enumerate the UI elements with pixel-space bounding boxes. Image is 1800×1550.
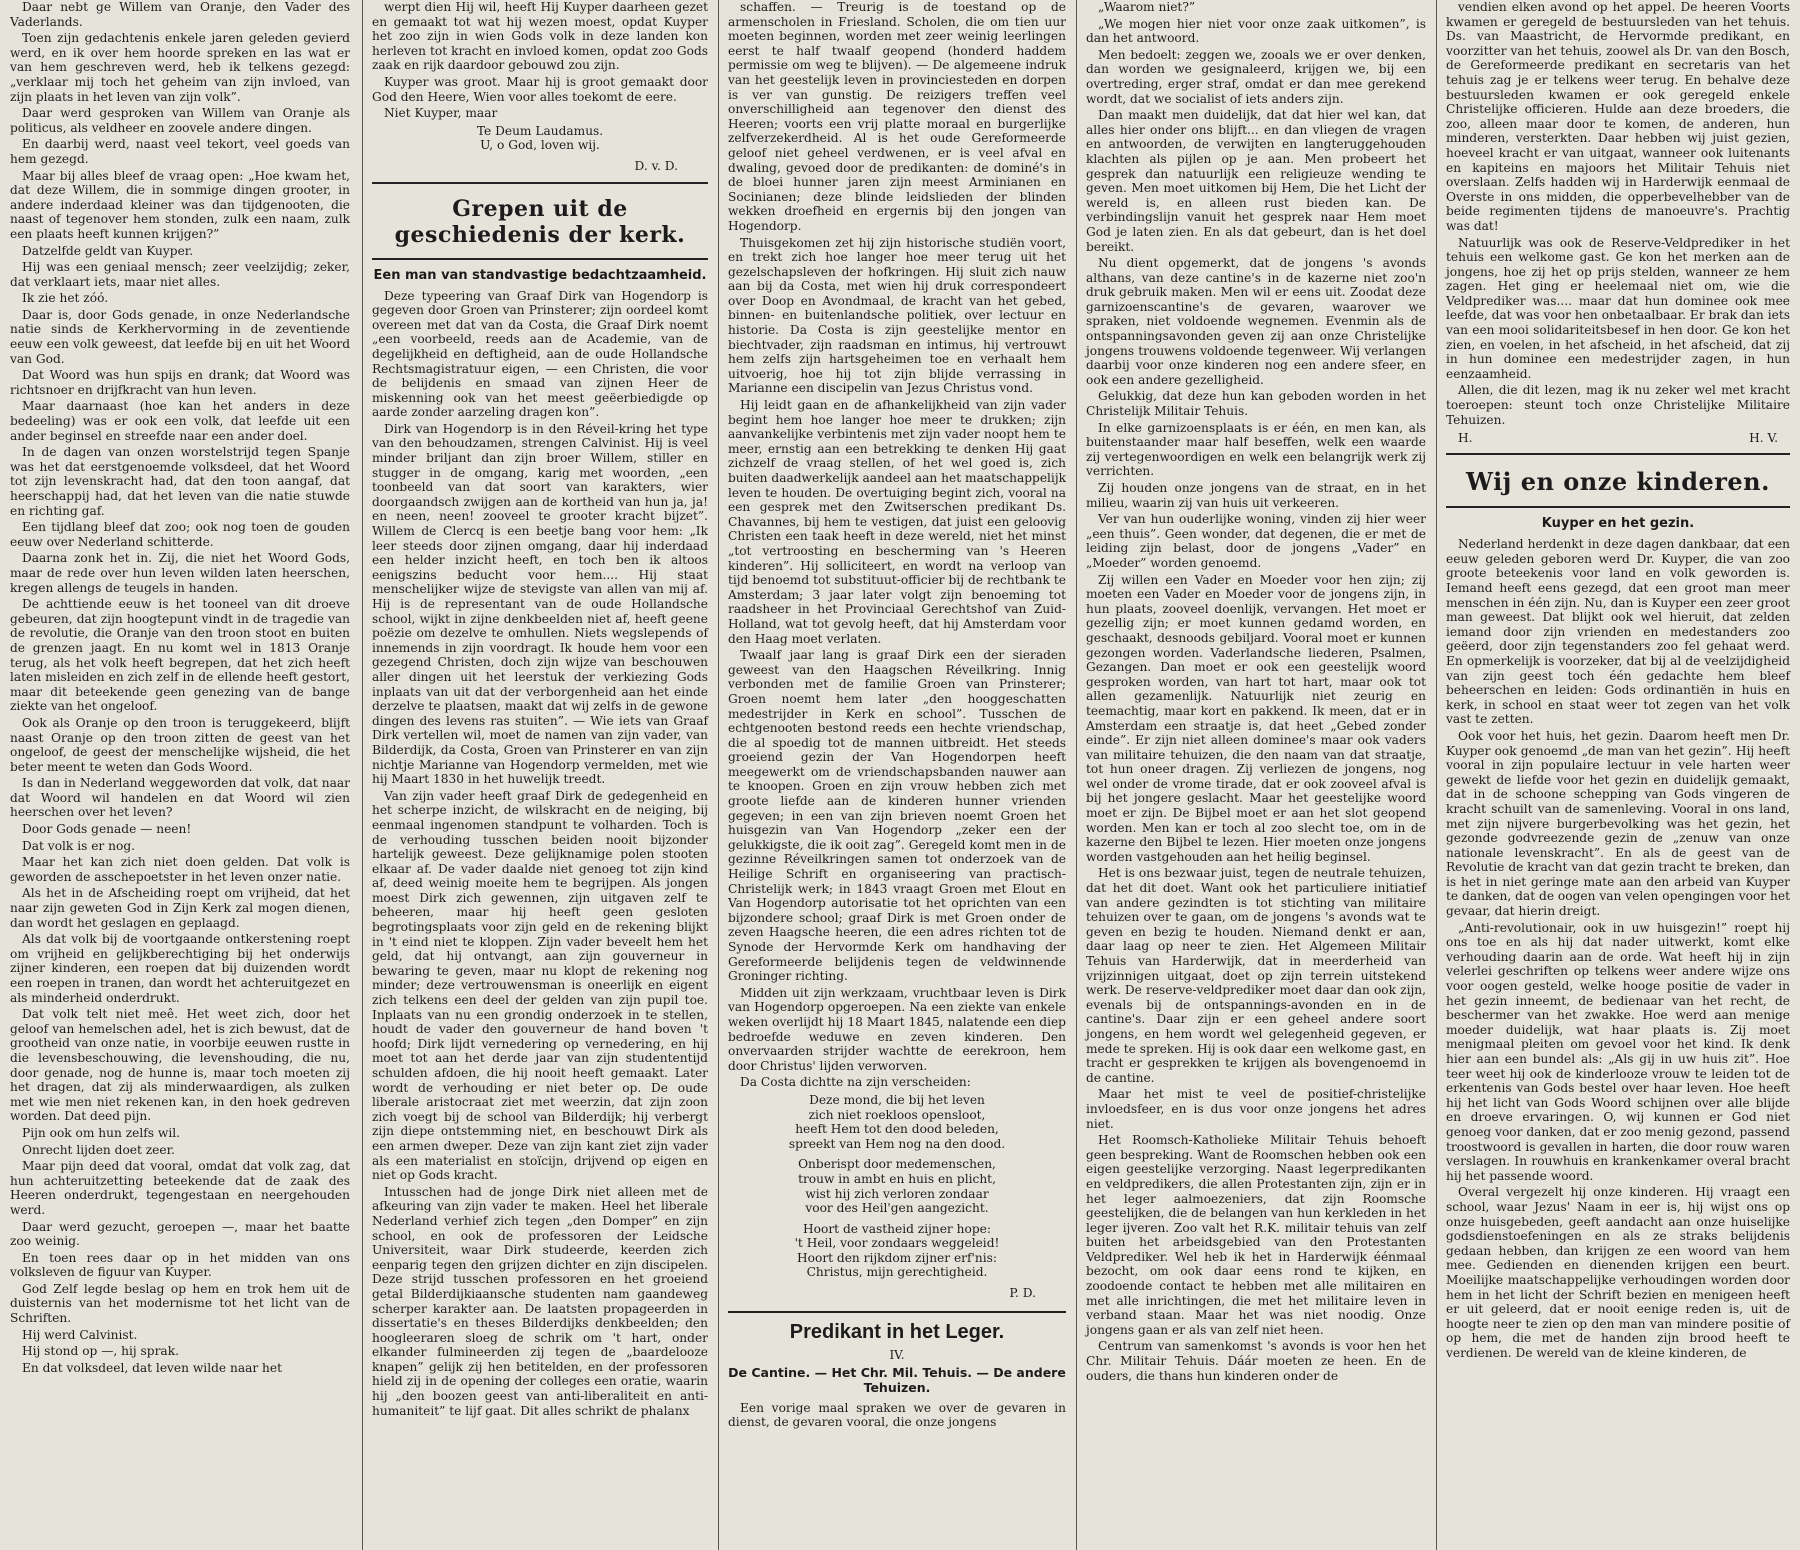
article-title: Kuyper en het gezin.	[1541, 516, 1695, 532]
poem-stanza-3	[728, 1222, 1066, 1280]
column-3	[722, 0, 1072, 1550]
column-2-top-text	[372, 0, 708, 121]
paragraph: Dirk van Hogendorp is in den Réveil-kring het type van den behoudzamen, strengen Calvinist. Hij is veel minder briljant dan zijn broer Willem, stiller en stugger in de omgang, karig met woorden, „een toonbeeld van dat soort van karakters, wier doorgaandsch zwijgen aan de kortheid van hun ja, ja! en neen, neen! zooveel te grooter kracht bijzet”. Willem de Clercq is een beetje bang voor hem: „Ik leer steeds door zijnen omgang, daar hij inderdaad een helder inzicht heeft, en toch ben ik altoos eenigszins beducht voor hem.... Hij staat menschelijker wijze de stevigste van allen van mij af. Hij is de representant van de oude Hollandsche school, wijkt in zijne denkbeelden niet af, heeft geene poëzie om dezelve te omhullen. Niets wegslepends of innemends in zijn voordragt. Ik houde hem voor een gezegend Christen, doch zijn wijze van beschouwen aller dingen uit het leerstuk der verkiezing Gods inplaats van uit dat der verborgenheid aan het einde derzelve te plaatsen, maakt dat wij zelfs in de gewone dingen des levens ras stuiten”. — Wie iets van Graaf Dirk vertellen wil, moet de namen van zijn vader, van Bilderdijk, da Costa, Groen van Prinsterer en van zijn nichtje Marianne van Hogendorp vermelden, met wie hij Maart 1830 in het huwelijk treedt.	[372, 421, 708, 787]
signature: P. D.	[1009, 1286, 1036, 1301]
poem-line: U, o God, loven wij.	[480, 138, 600, 153]
paragraph: Maar bij alles bleef de vraag open: „Hoe kwam het, dat deze Willem, die in sommige dingen grooter, in andere inderdaad kleiner was dan tijdgenooten, die naast of tegenover hem stonden, zulk een naam, zulk een plaats heeft kunnen krijgen?”	[10, 168, 350, 241]
poem-line: Christus, mijn gerechtigheid.	[806, 1265, 988, 1280]
paragraph: In de dagen van onzen worstelstrijd tegen Spanje was het dat eerstgenoemde volksdeel, dat het Woord tot zijn levenskracht had, dat den toon aangaf, dat heerschappij had, dat het leven van die natie stuwde en richting gaf.	[10, 445, 350, 518]
paragraph: Als dat volk bij de voortgaande ontkerstening roept om vrijheid en gelijkberechtiging bij het onderwijs zijner kinderen, een roepen dat bij duizenden wordt een roepen in tranen, dan wordt het achteruitgezet en als minderheid onderdrukt.	[10, 932, 350, 1005]
paragraph: Daar werd gesproken van Willem van Oranje als politicus, als veldheer en zoovele andere dingen.	[10, 106, 350, 135]
column-1	[4, 0, 356, 1550]
column-5	[1440, 0, 1796, 1550]
article-subtitle: De Cantine. — Het Chr. Mil. Tehuis. — De andere Tehuizen.	[728, 1364, 1066, 1395]
paragraph: Gelukkig, dat deze hun kan geboden worden in het Christelijk Militair Tehuis.	[1086, 389, 1426, 419]
poem-line: 't Heil, voor zondaars weggeleid!	[794, 1236, 1000, 1251]
paragraph: Van zijn vader heeft graaf Dirk de gedegenheid en het scherpe inzicht, de wilskracht en de neiging, bij eenmaal ingenomen standpunt te volharden. Toch is de verhouding tusschen beiden nooit bijzonder hartelijk geweest. Deze gelijknamige polen stooten elkaar af. De vader daalde niet genoeg tot zijn kind af, deed weinig moeite hem te begrijpen. Als jongen moest Dirk zich gewennen, zijn uitgaven zelf te beheeren, maar hij heeft geen gesloten begrotingsplaats voor zijn geld en de rekening blijkt in 't eind niet te kloppen. Zijn vader beveelt hem het geld, dat hij ontvangt, aan zijn gouverneur in bewaring te geven, maar nu klopt de rekening nog minder; deze vertrouwensman is oneerlijk en eigent zich telkens een deel der gelden van zijn pupil toe. Inplaats van nu een grondig onderzoek in te stellen, houdt de vader den gouverneur de hand boven 't hoofd; Dirk lijdt vernedering op vernedering, en hij moet tot aan het derde jaar van zijn studententijd schulden afdoen, die hij nooit heeft gemaakt. Later wordt de verhouding er niet beter op. De oude liberale aristocraat ziet met weerzin, dat zijn zoon zich voegt bij de school van Bilderdijk; hij verbergt zijn diepe ontstemming niet, en beschouwt Dirk als een armen dweper. Deze van zijn kant ziet zijn vader als een materialist en stoïcijn, drijvend op eigen en niet op Gods kracht.	[372, 788, 708, 1183]
poem-line: Te Deum Laudamus.	[476, 123, 604, 138]
paragraph: Twaalf jaar lang is graaf Dirk een der sieraden geweest van den Haagschen Réveilkring. Innig verbonden met de familie Groen van Prinsterer; Groen noemt hem later „den hooggeschatten medestrijder in Kerk en school”. Tusschen de echtgenooten bestond reeds een hechte vriendschap, die al spoedig tot de mannen uitbreidt. Het steeds groeiend gezin der Van Hogendorpen heeft meegewerkt om de vriendschapsbanden nauwer aan te knoopen. Groen en zijn vrouw hebben zich met groote liefde aan de kinderen hunner vrienden gegeven; in een van zijn brieven noemt Groen het huisgezin van Van Hogendorp „zeker een der gelukkigste, die ik ooit zag”. Geregeld komt men in de gezinne Réveilkringen samen tot onderzoek van de Heilige Schrift en organiseering van practisch-Christelijk werk; in 1843 vraagt Groen met Elout en Van Hogendorp autorisatie tot het oprichten van een bijzondere school; graaf Dirk is met Groen onder de zeven Haagsche heeren, die een adres richten tot de Synode der Hervormde Kerk om handhaving der Gereformeerde belijdenis tegen de veldwinnende Groninger richting.	[728, 648, 1066, 984]
paragraph: Dan maakt men duidelijk, dat dat hier wel kan, dat alles hier onder ons blijft... en dan vliegen de vragen en antwoorden, de verwijten en langteruggehouden klachten als pijlen op je aan. Men probeert het gesprek dan natuurlijk een religieuze wending te geven. Men moet uitkomen bij Hem, Die het Licht der wereld is, en alleen rust bieden kan. De verbindingslijn vanuit het gesprek naar Hem moet God je laten zien. En als dat gebeurt, dan is het doel bereikt.	[1086, 108, 1426, 254]
paragraph: Thuisgekomen zet hij zijn historische studiën voort, en trekt zich hoe langer hoe meer terug uit het gezelschapsleven der hofkringen. Hij sluit zich nauw aan bij da Costa, met wien hij druk correspondeert over Doop en Avondmaal, de kracht van het gebed, binnen- en buitenlandsche politiek, over lectuur en historie. Da Costa is zijn geestelijke mentor en biechtvader, zijn raadsman en intimus, hij vertrouwt hem zelfs zijn hartsgeheimen toe en verhaalt hem uitvoerig, hoe hij tot zijn blijde verrassing in Marianne een discipelin van Jezus Christus vond.	[728, 235, 1066, 396]
paragraph: Centrum van samenkomst 's avonds is voor hen het Chr. Militair Tehuis. Dáár moeten ze heen. En de ouders, die thans hun kinderen onder de	[1086, 1339, 1426, 1383]
paragraph: Daar werd gezucht, geroepen —, maar het baatte zoo weinig.	[10, 1219, 350, 1249]
paragraph: Het is ons bezwaar juist, tegen de neutrale tehuizen, dat het dit doet. Want ook het particuliere initiatief van andere gezindten is tot stichting van militaire tehuizen over te gaan, om de jongens 's avonds wat te geven en bezig te houden. Niemand denkt er aan, daar laag op neer te zien. Het Algemeen Militair Tehuis van Harderwijk, dat in meerderheid van vrijzinnigen uitgaat, doet op zijn terrein uitstekend werk. De reserve-veldprediker moet daar dan ook zijn, evenals bij de ontspannings-avonden en in de cantine's. Daar zijn er een geheel andere soort jongens, en hem wordt wel gelegenheid gegeven, er mede te spreken. Hij is ook daar een welkome gast, en tracht er gesprekken te krijgen als bovengenoemd in de cantine.	[1086, 866, 1426, 1085]
paragraph: „We mogen hier niet voor onze zaak uitkomen”, is dan het antwoord.	[1086, 16, 1426, 46]
paragraph: En toen rees daar op in het midden van ons volksleven de figuur van Kuyper.	[10, 1250, 350, 1280]
paragraph: Midden uit zijn werkzaam, vruchtbaar leven is Dirk van Hogendorp opgeroepen. Na een ziekte van enkele weken overlijdt hij 18 Maart 1845, nalatende een diep bedroefde weduwe en zeven kinderen. Den onvervaarden strijder wachtte de eerekroon, hem door Christus' lijden verworven.	[728, 985, 1066, 1073]
paragraph: Deze typeering van Graaf Dirk van Hogendorp is gegeven door Groen van Prinsterer; zijn oordeel komt overeen met dat van da Costa, die Graaf Dirk noemt „een voorbeeld, reeds aan de Academie, van de degelijkheid en deftigheid, aan de oude Hollandsche Rechtsmagistratuur eigen, — een Christen, die voor de belijdenis en smaad van zijnen Heer de miskenning ook van het meest geëerbiedigde op aarde zonder aarzeling dragen kon”.	[372, 288, 708, 420]
paragraph: God Zelf legde beslag op hem en trok hem uit de duisternis van het modernisme tot het licht van de Schriften.	[10, 1281, 350, 1326]
column-2-body	[372, 289, 708, 1419]
paragraph: Een vorige maal spraken we over de gevaren in dienst, de gevaren vooral, die onze jongens	[728, 1400, 1066, 1430]
paragraph: Maar het kan zich niet doen gelden. Dat volk is geworden de asschepoetster in het leven onzer natie.	[10, 855, 350, 884]
paragraph: Toen zijn gedachtenis enkele jaren geleden gevierd werd, en ik over hem hoorde spreken en las wat er van hem geschreven werd, heb ik telkens gezegd: „verklaar mij toch het geheim van zijn invloed, van zijn plaats in het leven van zijn volk”.	[10, 31, 350, 104]
signature: D. v. D.	[634, 158, 678, 173]
paragraph: „Waarom niet?”	[1098, 0, 1196, 14]
paragraph: Ook voor het huis, het gezin. Daarom heeft men Dr. Kuyper ook genoemd „de man van het gezin”. Hij heeft vooral in zijn populaire lectuur in vele harten weer gewekt de liefde voor het gezin en duidelijk gemaakt, dat in de schoone schepping van Gods vingeren de kracht schuilt van de samenleving. Vooral in ons land, met zijn nijvere burgerbevolking was het gezin, het gezonde godvreezende gezin de „zenuw van onze nationale levenskracht”. En als de geest van de Revolutie de kracht van dat gezin tracht te breken, dan is het in niet geringe mate aan den arbeid van Kuyper te danken, dat de oogen van velen opengingen voor het gevaar, dat hierin dreigt.	[1446, 728, 1790, 919]
column-5-body	[1446, 537, 1790, 1360]
paragraph: Maar daarnaast (hoe kan het anders in deze bedeeling) was er ook een volk, dat leefde uit een ander beginsel en streefde naar een ander doel.	[10, 399, 350, 443]
paragraph: Daar nebt ge Willem van Oranje, den Vader des Vaderlands.	[10, 0, 350, 29]
column-3-article-body	[728, 1401, 1066, 1430]
paragraph: Allen, die dit lezen, mag ik nu zeker wel met kracht toeroepen: steunt toch onze Christelijke Militaire Tehuizen.	[1446, 383, 1790, 427]
paragraph: Dat volk is er nog.	[22, 838, 135, 853]
paragraph: Daarna zonk het in. Zij, die niet het Woord Gods, maar de rede over hun leven wilden laten heerschen, kregen allengs de teugels in handen.	[10, 551, 350, 595]
column-rule	[1076, 0, 1077, 1550]
paragraph: Dat Woord was hun spijs en drank; dat Woord was richtsnoer en drijfkracht van hun leven.	[10, 368, 350, 397]
column-4-body	[1086, 0, 1426, 1383]
article-title: Een man van standvastige bedachtzaamheid.	[373, 267, 707, 283]
poem-line: Onberispt door medemenschen,	[798, 1157, 996, 1172]
column-rule	[362, 0, 363, 1550]
paragraph: vendien elken avond op het appel. De heeren Voorts kwamen er geregeld de bestuursleden van het tehuis. Ds. van Maastricht, de Hervormde predikant, en voorzitter van het tehuis, zoowel als Dr. van den Bosch, de Gereformeerde predikant en secretaris van het tehuis zag je er telkens weer terug. En behalve deze bestuursleden kwamen er ook geregeld enkele Christelijke officieren. Hulde aan deze broeders, die zoo, alleen maar door te komen, de anderen, hun minderen, versterkten. Daar hebben wij juist gezien, hoeveel kracht er van uitgaat, wanneer ook luitenants en kapiteins en majoors het Militair Tehuis niet overslaan. Zelfs hadden wij in Harderwijk eenmaal de Overste in ons midden, die opperbevelhebber van de beide regimenten tijdens de manoeuvre's. Prachtig was dat!	[1446, 0, 1790, 233]
paragraph: Is dan in Nederland weggeworden dat volk, dat naar dat Woord wil handelen en dat Woord wil zien heerschen over het leven?	[10, 776, 350, 820]
poem-line: voor des Heil'gen aangezicht.	[805, 1201, 989, 1216]
article-number: IV.	[889, 1347, 905, 1362]
paragraph: Ik zie het zóó.	[22, 291, 109, 306]
paragraph: Maar pijn deed dat vooral, omdat dat volk zag, dat hun achteruitzetting beteekende dat de zaak des Heeren onderdrukt, tegengestaan en neergehouden werd.	[10, 1159, 350, 1217]
column-1-body	[10, 0, 350, 1375]
paragraph: Overal vergezelt hij onze kinderen. Hij vraagt een school, waar Jezus' Naam in eer is, hij wijst ons op onze huisgebeden, geeft aandacht aan onze huiselijke godsdienstoefeningen en als ze straks belijdenis gedaan hebben, dan krijgen ze een woord van hem mee. Gedienden en dienenden krijgen een beurt. Moeilijke maatschappelijke verhoudingen worden door hem in het licht der Schrift bezien en menigeen heeft er uit geleerd, dat er nooit eenige reden is, uit de hoogte neer te zien op den man van mindere positie of op hem, die met de handen zijn brood heeft te verdienen. De wereld van de kleine kinderen, de	[1446, 1185, 1790, 1360]
paragraph: Datzelfde geldt van Kuyper.	[22, 243, 194, 258]
paragraph: Natuurlijk was ook de Reserve-Veldprediker in het tehuis een welkome gast. Ge kon het merken aan de jongens, hoe zij het op prijs stelden, wanneer ze hem zagen. Het ging er heelemaal niet om, wie die Veldprediker was.... maar dat hun dominee ook mee leefde, dat was voor hen onbetaalbaar. Er brak dan iets van een mooi solidariteitsbesef in hen door. Ge kon het zien, en voelen, in het afscheid, in het afscheid, dat zij in hun dominee een medestrijder zagen, in hun eenzaamheid.	[1446, 235, 1790, 381]
paragraph: In elke garnizoensplaats is er één, en men kan, als buitenstaander maar half beseffen, welk een waarde zij vertegenwoordigen en welk een belangrijk werk zij verrichten.	[1086, 420, 1426, 479]
column-2	[366, 0, 714, 1550]
paragraph: Daar is, door Gods genade, in onze Nederlandsche natie sinds de Kerkhervorming in de zeventiende eeuw een volk geweest, dat leefde bij en uit het Woord van God.	[10, 307, 350, 366]
paragraph: Door Gods genade — neen!	[22, 822, 192, 837]
article-title: Predikant in het Leger.	[789, 1320, 1005, 1343]
paragraph: En daarbij werd, naast veel tekort, veel goeds van hem gezegd.	[10, 137, 350, 166]
column-4	[1080, 0, 1432, 1550]
paragraph: Dat volk telt niet meê. Het weet zich, door het geloof van hemelschen adel, het is zich bewust, dat de grootheid van onze natie, in voorbije eeuwen rustte in die levensbeschouwing, die levenshouding, die nu, door genade, nog de hunne is, maar toch moeten zij het dragen, dat zij als minderwaardigen, als zulken met wie men niet rekenen kan, in den hoek gedreven worden. Dat deed pijn.	[10, 1007, 350, 1124]
paragraph: Da Costa dichtte na zijn verscheiden:	[740, 1075, 971, 1090]
paragraph: Niet Kuyper, maar	[384, 106, 498, 121]
column-3-body	[728, 0, 1066, 1090]
section-header-frame	[1446, 453, 1790, 508]
column-rule	[1436, 0, 1437, 1550]
paragraph: Onrecht lijden doet zeer.	[22, 1142, 175, 1157]
paragraph: Men bedoelt: zeggen we, zooals we er over denken, dan worden we gesignaleerd, krijgen we, bij een overtreding, erger straf, omdat er dan mee gerekend wordt, dat we socialist of iets anders zijn.	[1086, 47, 1426, 106]
section-header-frame	[372, 182, 708, 260]
poem-stanza-2	[728, 1157, 1066, 1215]
paragraph: Ook als Oranje op den troon is teruggekeerd, blijft naast Oranje op den troon zitten de geest van het ongeloof, de geest der menschelijke wijsheid, die het beter meent te weten dan Gods Woord.	[10, 715, 350, 774]
signature-left: H.	[1458, 431, 1473, 446]
poem-line: Hoort den rijkdom zijner erf'nis:	[797, 1250, 997, 1265]
section-title: Wij en onze kinderen.	[1466, 467, 1770, 497]
poem-line: spreekt van Hem nog na den dood.	[788, 1136, 1006, 1151]
poem-line: wist hij zich verloren zondaar	[805, 1186, 989, 1201]
paragraph: Als het in de Afscheiding roept om vrijheid, dat het naar zijn geweten God in Zijn Kerk zal mogen dienen, dan wordt het geslagen en geplaagd.	[10, 886, 350, 930]
signature-line	[1446, 431, 1790, 445]
paragraph: En dat volksdeel, dat leven wilde naar het	[22, 1360, 283, 1375]
paragraph: Hij werd Calvinist.	[22, 1327, 138, 1342]
section-title: Grepen uit de geschiedenis der kerk.	[394, 195, 686, 248]
paragraph: schaffen. — Treurig is de toestand op de armenscholen in Friesland. Scholen, die om tien uur moeten beginnen, worden met zeer weinig leerlingen eerst te half twaalf geopend (honderd haddem permissie om weg te blijven). — De algemeene indruk van het geestelijk leven in provinciesteden en dorpen is ver van gunstig. De reizigers treffen veel onverschilligheid aan tegenover den dienst des Heeren; voorts een vrij platte moraal en burgerlijke zelfverzekerdheid. Al is het oude Gereformeerde geloof niet geheel verdwenen, er is veel afval en dwaling, gevoed door de predikanten: de dominé's in de bloei hunner jaren zijn meest Arminianen en Socinianen; deze blinde leidslieden der blinden wekken droefheid en ergernis bij den jongen van Hogendorp.	[728, 0, 1066, 233]
te-deum-poem	[372, 124, 708, 153]
paragraph: Intusschen had de jonge Dirk niet alleen met de afkeuring van zijn vader te maken. Heel het liberale Nederland verhief zich tegen „den Domper” en zijn school, en ook de professoren der Leidsche Universiteit, waar Dirk studeerde, keerden zich eenparig tegen den grijzen dichter en zijn discipelen. Deze strijd tusschen professoren en het groeiend getal Bilderdijkiaansche studenten nam gaandeweg scherper karakter aan. De laatsten propageerden in dissertatie's en theses Bilderdijks denkbeelden; den hoogleeraren sloeg de schrik om 't hart, onder elkander fulmineerden zij tegen de „baardelooze knapen” gelijk zij hen betitelden, en der professoren hield zij in de opening der colleges een oratie, waarin hij „den boozen geest van anti-liberaliteit en anti-humaniteit” te lijf gaat. Dit alles schrikt de phalanx	[372, 1184, 708, 1418]
paragraph: Hij stond op —, hij sprak.	[22, 1344, 179, 1359]
paragraph: Hij leidt gaan en de afhankelijkheid van zijn vader begint hem hoe langer hoe meer te drukken; zijn aanvankelijke verbintenis met zijn vader noopt hem te meer, ernstig aan een betrekking te denken Hij gaat zichzelf de vraag stellen, of het wel goed is, zich buiten daadwerkelijk aandeel aan het maatschappelijk leven te houden. De overtuiging begint zich, vooral na een gesprek met den Zwitserschen predikant Ds. Chavannes, bij hem te vestigen, dat juist een geloovig Christen een taak heeft in deze wereld, niet het minst „tot vertroosting en bescherming van 's Heeren kinderen”. Hij solliciteert, en wordt na verloop van tijd benoemd tot substituut-officier bij de rechtbank te Amsterdam; 3 jaar later volgt zijn benoeming tot raadsheer in het Provinciaal Gerechtshof van Zuid-Holland, wat tot gevolg heeft, dat hij Amsterdam voor den Haag moet verlaten.	[728, 398, 1066, 646]
paragraph: Zij houden onze jongens van de straat, en in het milieu, waarin zij van huis uit verkeeren.	[1086, 481, 1426, 510]
poem-line: Hoort de vastheid zijner hope:	[803, 1221, 991, 1236]
paragraph: Nu dient opgemerkt, dat de jongens 's avonds althans, van deze cantine's in de kazerne niet zoo'n druk gebruik maken. Men wil er eens uit. Zoodat deze garnizoenscantine's de gevaren, waarover we spraken, niet voldoende wegnemen. Evenmin als de ontspanningsavonden geven zij aan onze Christelijke jongens trouwens voldoende tegenweer. Wij verlangen daarbij voor onze kinderen nog een andere sfeer, en ook een andere gezelligheid.	[1086, 256, 1426, 387]
paragraph: „Anti-revolutionair, ook in uw huisgezin!” roept hij ons toe en als hij dat nader uitwerkt, komt elke verhouding daarin aan de orde. Wat heeft hij in zijn velerlei geschriften op telkens weer andere wijze ons voor oogen gesteld, welke hooge positie de vader in het gezin inneemt, de bedienaar van het recht, de beschermer van het zwakke. Hoe werd aan menige moeder duidelijk, wat haar plaats is. Zij moet menigmaal pleiten om gevoel voor het kind. Ik denk hier aan een bundel als: „Als gij in uw huis zit”. Hoe teer weet hij ook de kinderlooze vrouw te leiden tot de erkentenis van Gods bestel over haar leven. Hoe heeft hij het licht van Gods Woord schijnen over alle blijde en droeve ervaringen. O, wij kunnen er God niet genoeg voor danken, dat er zoo menig gezond, passend troostwoord is gevallen in harten, die door rouw waren verslagen. In rouwhuis en krankenkamer overal bracht hij het passende woord.	[1446, 920, 1790, 1183]
column-rule	[718, 0, 719, 1550]
poem-line: trouw in ambt en huis en plicht,	[798, 1171, 996, 1186]
paragraph: Ver van hun ouderlijke woning, vinden zij hier weer „een thuis”. Geen wonder, dat degenen, die er met de leiding zijn belast, door de jongens „Vader” en „Moeder” worden genoemd.	[1086, 512, 1426, 570]
paragraph: Pijn ook om hun zelfs wil.	[22, 1125, 180, 1140]
signature-right: H. V.	[1749, 431, 1778, 446]
paragraph: Hij was een geniaal mensch; zeer veelzijdig; zeker, dat verklaart iets, maar niet alles.	[10, 260, 350, 289]
poem-stanza-1	[728, 1093, 1066, 1151]
paragraph: Zij willen een Vader en Moeder voor hen zijn; zij moeten een Vader en Moeder voor de jongens zijn, in hun plaats, zooveel doenlijk, vervangen. Het moet er gezellig zijn; er moet kunnen gedamd worden, en geschaakt, desnoods gebiljard. Vooral moet er kunnen gezongen worden. Vaderlandsche liederen, Psalmen, Gezangen. Dan moet er ook een geestelijk woord gesproken worden, van hart tot hart, maar ook tot allen gezamenlijk. Natuurlijk niet zeurig en teemachtig, maar kort en pakkend. Ik meen, dat er in Amsterdam een straatje is, dat heet „Gebed zonder einde”. Er zijn niet alleen dominee's maar ook vaders van militaire tehuizen, die den naam van dat straatje, tot hun oneer dragen. Zij verliezen de jongens, nog wel onder de vrome tirade, dat er ook zooveel afval is bij het jongere geslacht. Maar het geestelijke woord moet er zijn. De Bijbel moet er aan het slot geopend worden. Men kan er toch al zoo slecht toe, om in de kazerne den Bijbel te lezen. Hier moeten onze jongens worden vastgehouden aan het heilig beginsel.	[1086, 572, 1426, 864]
poem-line: heeft Hem tot den dood beleden,	[795, 1122, 999, 1137]
column-5-top-text	[1446, 0, 1790, 427]
paragraph: Kuyper was groot. Maar hij is groot gemaakt door God den Heere, Wien voor alles toekomt de eere.	[372, 74, 708, 104]
paragraph: De achttiende eeuw is het tooneel van dit droeve gebeuren, dat zijn hoogtepunt vindt in de tragedie van de revolutie, die Oranje van den troon stoot en buiten de grenzen jaagt. En nu komt wel in 1813 Oranje terug, als het volk heeft begrepen, dat het zich heeft laten misleiden en zich zelf in de ellende heeft gestort, maar dit beteekende geen genezing van de bange ziekte van het ongeloof.	[10, 597, 350, 714]
paragraph: Maar het mist te veel de positief-christelijke invloedsfeer, en is dus voor onze jongens het adres niet.	[1086, 1087, 1426, 1131]
paragraph: Een tijdlang bleef dat zoo; ook nog toen de gouden eeuw over Nederland schitterde.	[10, 520, 350, 549]
paragraph: werpt dien Hij wil, heeft Hij Kuyper daarheen gezet en gemaakt tot wat hij wezen moest, opdat Kuyper het zoo zijn in wien Gods volk in deze landen kon herleven tot kracht en invloed komen, opdat zoo Gods zaak en rijk daardoor gebouwd zou zijn.	[372, 0, 708, 73]
poem-line: Deze mond, die bij het leven	[809, 1092, 985, 1107]
paragraph: Nederland herdenkt in deze dagen dankbaar, dat een eeuw geleden geboren werd Dr. Kuyper, die van zoo groote beteekenis voor land en volk geworden is. Iemand heeft eens gezegd, dat een groot man meer menschen in één zijn. Nu, dan is Kuyper een zeer groot man geweest. Dat blijkt ook wel hieruit, dat zelden iemand door zijn vrienden en medestanders zoo geëerd, door zijn tegenstanders zoo fel gehaat werd. En opmerkelijk is voorzeker, dat bij al de veelzijdigheid van zijn geest toch één gedachte hem bleef beheerschen en leiden: Gods ordinantiën in huis en kerk, in school en staat weer tot zegen van het volk vast te zetten.	[1446, 537, 1790, 727]
article-divider	[728, 1311, 1066, 1313]
poem-line: zich niet roekloos opensloot,	[808, 1107, 986, 1122]
paragraph: Het Roomsch-Katholieke Militair Tehuis behoeft geen bespreking. Want de Roomschen hebben ook een eigen geestelijke verzorging. Naast legerpredikanten en veldpredikers, die allen Protestanten zijn, zijn er in het leger aalmoezeniers, dat zijn Roomsche geestelijken, die de belangen van hun kerkleden in het leger ijveren. Zoo valt het R.K. militair tehuis van zelf buiten het arbeidsgebied van den Protestanten Veldprediker. Wel heb ik het in Harderwijk éénmaal bezocht, om ook daar eens rond te kijken, en zoodoende contact te hebben met alle militairen en met alle inrichtingen, die met het militaire leven in verband staan. Maar het was niet noodig. Onze jongens gaan er als van zelf niet heen.	[1086, 1133, 1426, 1337]
